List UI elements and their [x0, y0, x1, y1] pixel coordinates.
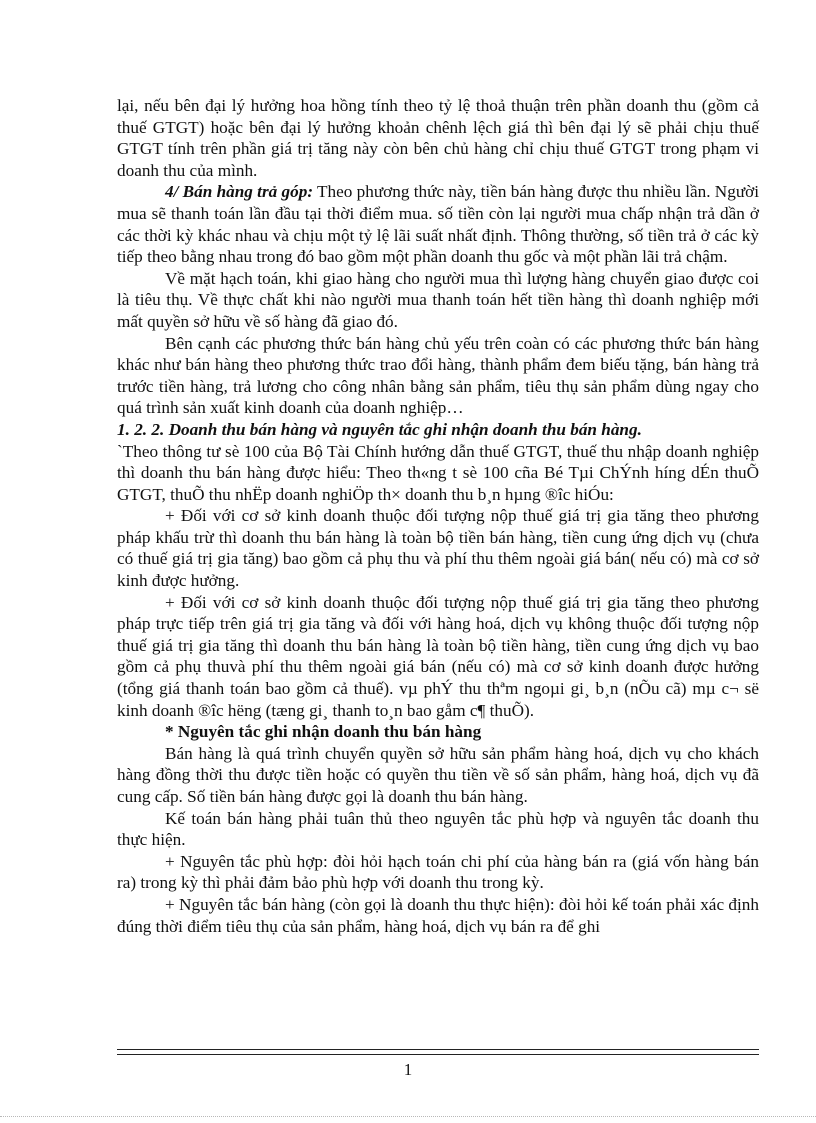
paragraph-other-methods: Bên cạnh các phương thức bán hàng chủ yếu trên coàn có các phương thức bán hàng khác như bán hàng theo phương thức trao đổi hàng, thành phẩm đem biếu tặng, bán hàng trả trước tiền hàng, trả lương cho công nhân bằng sản phẩm, tiêu thụ sản phẩm dùng ngay cho quá trình sản xuất kinh doanh của doanh nghiệp…	[117, 333, 759, 418]
paragraph-matching-principle: + Nguyên tắc phù hợp: đòi hỏi hạch toán chi phí của hàng bán ra (giá vốn hàng bán ra) trong kỳ thì phải đảm bảo phù hợp với doanh thu trong kỳ.	[117, 851, 759, 893]
subheading-principles: * Nguyên tắc ghi nhận doanh thu bán hàng	[165, 722, 482, 742]
paragraph-installment-sales	[117, 181, 759, 267]
paragraph-sales-definition: Bán hàng là quá trình chuyển quyền sở hữu sản phẩm hàng hoá, dịch vụ cho khách hàng đồng thời thu được tiền hoặc có quyền thu tiền về số sản phẩm, hàng hoá, dịch vụ đã cung cấp. Số tiền bán hàng được gọi là doanh thu bán hàng.	[117, 743, 759, 806]
paragraph-deduction-method: + Đối với cơ sở kinh doanh thuộc đối tượng nộp thuế giá trị gia tăng theo phương pháp khấu trừ thì doanh thu bán hàng là toàn bộ tiền bán hàng, tiền cung ứng dịch vụ (chưa có thuế giá trị gia tăng) bao gồm cả phụ thu và phí thu thêm ngoài giá bán( nếu có) mà cơ sở kinh được hưởng.	[117, 506, 759, 591]
section-heading: 1. 2. 2. Doanh thu bán hàng và nguyên tắc ghi nhận doanh thu bán hàng.	[117, 419, 642, 439]
paragraph-accounting: Về mặt hạch toán, khi giao hàng cho người mua thì lượng hàng chuyển giao được coi là tiêu thụ. Về thực chất khi nào người mua thanh toán hết tiền hàng thì doanh nghiệp mới mất quyền sở hữu về số hàng đã giao đó.	[117, 268, 759, 331]
paragraph-agency-tax: lại, nếu bên đại lý hưởng hoa hồng tính theo tỷ lệ thoả thuận trên phần doanh thu (gồm cả thuế GTGT) hoặc bên đại lý hưởng khoản chênh lệch giá thì bên đại lý sẽ phải chịu thuế GTGT tính trên phần giá trị tăng này còn bên chủ hàng chỉ chịu thuế GTGT trong phạm vi doanh thu của mình.	[117, 96, 759, 180]
paragraph-compliance: Kế toán bán hàng phải tuân thủ theo nguyên tắc phù hợp và nguyên tắc doanh thu thực hiện.	[117, 808, 759, 850]
installment-sales-text: Theo phương thức này, tiền bán hàng được thu nhiều lần. Người mua sẽ thanh toán lần đầu tại thời điểm mua. số tiền còn lại người mua chấp nhận trả dần ở các thời kỳ khác nhau và chịu một tỷ lệ lãi suất nhất định. Thông thường, số tiền trả ở các kỳ tiếp theo bằng nhau trong đó bao gồm một phần doanh thu gốc và một phần lãi trả chậm.	[117, 182, 759, 267]
page-bottom-border	[0, 1116, 816, 1117]
installment-sales-label: 4/ Bán hàng trả góp:	[165, 182, 314, 202]
page-number: 1	[403, 1060, 413, 1079]
paragraph-realization-principle: + Nguyên tắc bán hàng (còn gọi là doanh thu thực hiện): đòi hỏi kế toán phải xác định đúng thời điểm tiêu thụ của sản phẩm, hàng hoá, dịch vụ bán ra để ghi	[117, 894, 759, 936]
document-body	[117, 95, 759, 937]
paragraph-direct-method: + Đối với cơ sở kinh doanh thuộc đối tượng nộp thuế giá trị gia tăng theo phương pháp trực tiếp trên giá trị gia tăng và đối với hàng hoá, dịch vụ không thuộc đối tượng nộp thuế giá trị gia tăng thì doanh thu bán hàng là toàn bộ tiền hàng, tiền cung ứng dịch vụ bao gồm cả phụ thuvà phí thu thêm ngoài giá bán (nếu có) mà cơ sở kinh doanh được hưởng (tổng giá thanh toán bao gồm cả thuế). vµ phÝ thu thªm ngoµi gi¸ b¸n (nÕu cã) mµ c¬ së kinh doanh ®îc hëng (tæng gi¸ thanh to¸n bao gåm c¶ thuÕ).	[117, 592, 759, 720]
footer-divider	[117, 1049, 759, 1055]
paragraph-circular-100: `Theo thông tư sè 100 của Bộ Tài Chính hướng dẫn thuế GTGT, thuế thu nhập doanh nghiệp thì doanh thu bán hàng được hiểu: Theo th«ng t sè 100 cña Bé Tµi ChÝnh híng dÉn thuÕ GTGT, thuÕ thu nhËp doanh nghiÖp th× doanh thu b¸n hµng ®îc hiÓu:	[117, 441, 759, 504]
